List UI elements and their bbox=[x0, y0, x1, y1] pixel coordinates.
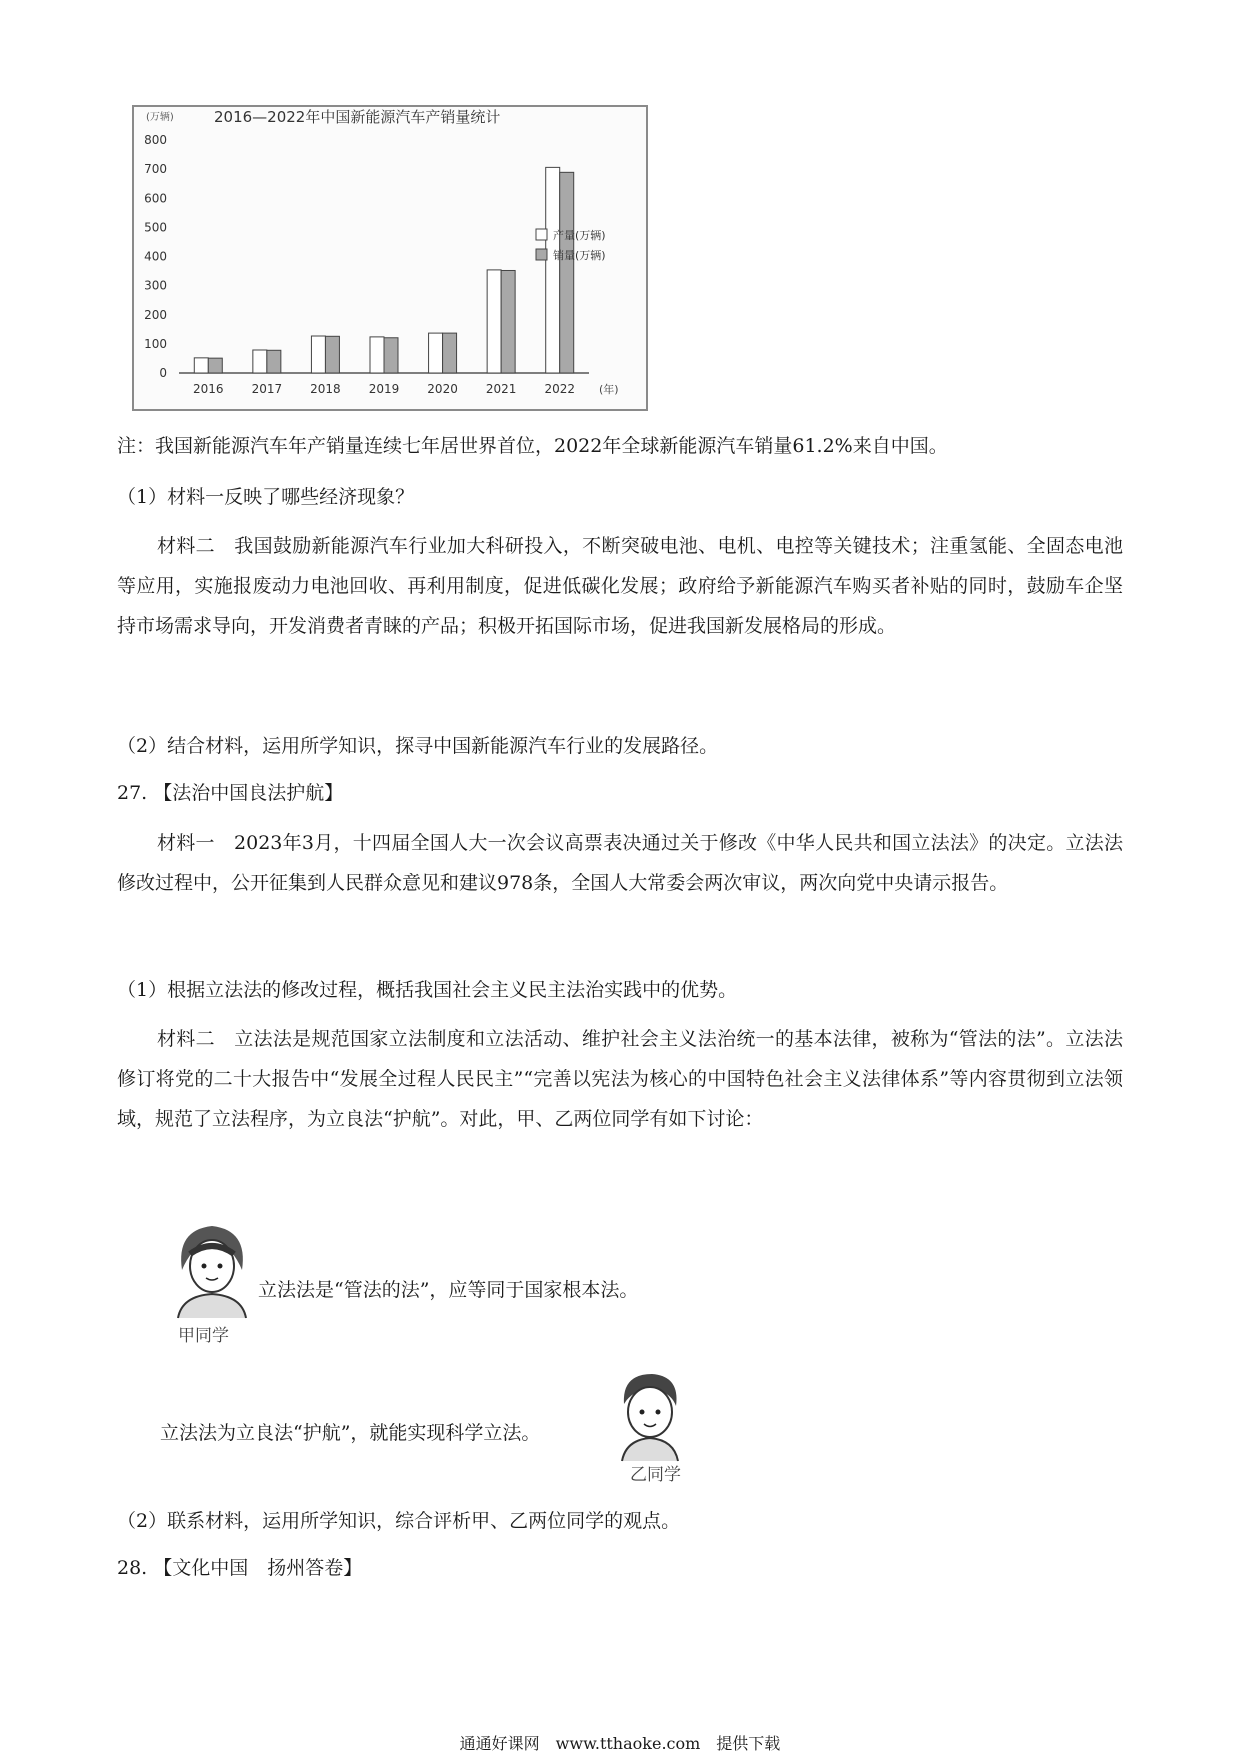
bar-sales bbox=[267, 350, 281, 373]
page-footer: 通通好课网 www.tthaoke.com 提供下载 bbox=[459, 1734, 781, 1753]
student-a-label: 甲同学 bbox=[178, 1326, 229, 1346]
bar-production bbox=[253, 350, 267, 373]
student-b-label: 乙同学 bbox=[630, 1465, 681, 1485]
bar-sales bbox=[208, 358, 222, 373]
question-27-2: （2）联系材料，运用所学知识，综合评析甲、乙两位同学的观点。 bbox=[117, 1510, 681, 1532]
y-tick-label: 600 bbox=[144, 191, 167, 206]
x-tick-label: 2020 bbox=[427, 382, 458, 396]
student-a-avatar bbox=[168, 1220, 256, 1320]
bar-sales bbox=[443, 333, 457, 373]
material-one-law: 材料一 2023年3月，十四届全国人大一次会议高票表决通过关于修改《中华人民共和国立法法》的决定。立法法修改过程中，公开征集到人民群众意见和建议978条，全国人大常委会两次审议，两次向党中央请示报告。 bbox=[117, 832, 1123, 894]
student-a-quote: 立法法是“管法的法”，应等同于国家根本法。 bbox=[258, 1279, 639, 1301]
student-b-quote: 立法法为立良法“护航”，就能实现科学立法。 bbox=[160, 1422, 541, 1444]
x-tick-label: 2021 bbox=[485, 382, 517, 396]
question-28-heading: 28. 【文化中国 扬州答卷】 bbox=[117, 1557, 363, 1579]
x-unit-label: (年) bbox=[599, 383, 619, 396]
y-tick-label: 100 bbox=[144, 336, 167, 351]
bar-production bbox=[546, 167, 560, 373]
x-tick-label: 2019 bbox=[368, 382, 400, 396]
x-tick-label: 2016 bbox=[193, 382, 224, 396]
material-two-law: 材料二 立法法是规范国家立法制度和立法活动、维护社会主义法治统一的基本法律，被称为“管法的法”。立法法修订将党的二十大报告中“发展全过程人民民主”“完善以宪法为核心的中国特色社会主义法律体系”等内容贯彻到立法领域，规范了立法程序，为立良法“护航”。对此，甲、乙两位同学有如下讨论： bbox=[117, 1028, 1123, 1130]
x-tick-label: 2017 bbox=[251, 382, 283, 396]
question-26-1: （1）材料一反映了哪些经济现象？ bbox=[117, 486, 415, 508]
bar-sales bbox=[501, 270, 515, 373]
question-27-1: （1）根据立法法的修改过程，概括我国社会主义民主法治实践中的优势。 bbox=[117, 979, 738, 1001]
legend-label: 销量(万辆) bbox=[553, 249, 606, 262]
y-tick-label: 400 bbox=[144, 249, 167, 264]
student-b-avatar bbox=[610, 1368, 690, 1463]
legend-swatch bbox=[536, 249, 547, 260]
bar-production bbox=[487, 270, 501, 373]
material-two-ev: 材料二 我国鼓励新能源汽车行业加大科研投入，不断突破电池、电机、电控等关键技术；注重氢能、全固态电池等应用，实施报废动力电池回收、再利用制度，促进低碳化发展；政府给予新能源汽车购买者补贴的同时，鼓励车企坚持市场需求导向，开发消费者青睐的产品；积极开拓国际市场，促进我国新发展格局的形成。 bbox=[117, 535, 1123, 637]
bar-production bbox=[370, 337, 384, 373]
y-tick-label: 300 bbox=[144, 278, 167, 293]
legend-label: 产量(万辆) bbox=[553, 229, 606, 242]
y-tick-label: 200 bbox=[144, 307, 167, 322]
question-26-2: （2）结合材料，运用所学知识，探寻中国新能源汽车行业的发展路径。 bbox=[117, 735, 719, 757]
y-unit-label: (万辆) bbox=[146, 112, 174, 123]
x-tick-label: 2018 bbox=[310, 382, 341, 396]
legend-swatch bbox=[536, 229, 547, 240]
bar-production bbox=[311, 336, 325, 373]
y-tick-label: 800 bbox=[144, 133, 167, 147]
y-tick-label: 0 bbox=[159, 366, 167, 380]
chart-note: 注：我国新能源汽车年产销量连续七年居世界首位，2022年全球新能源汽车销量61.2%来自中国。 bbox=[117, 435, 948, 457]
bar-sales bbox=[325, 336, 339, 373]
x-tick-label: 2022 bbox=[544, 382, 575, 396]
bar-sales bbox=[384, 338, 398, 373]
y-tick-label: 700 bbox=[144, 162, 167, 177]
bar-production bbox=[194, 358, 208, 373]
production-sales-chart bbox=[132, 105, 648, 411]
y-tick-label: 500 bbox=[144, 220, 167, 235]
bar-sales bbox=[560, 172, 574, 373]
chart-title: 2016—2022年中国新能源汽车产销量统计 bbox=[214, 108, 501, 126]
bar-chart-svg bbox=[134, 107, 646, 409]
question-27-heading: 27. 【法治中国良法护航】 bbox=[117, 782, 344, 804]
bar-production bbox=[429, 333, 443, 373]
